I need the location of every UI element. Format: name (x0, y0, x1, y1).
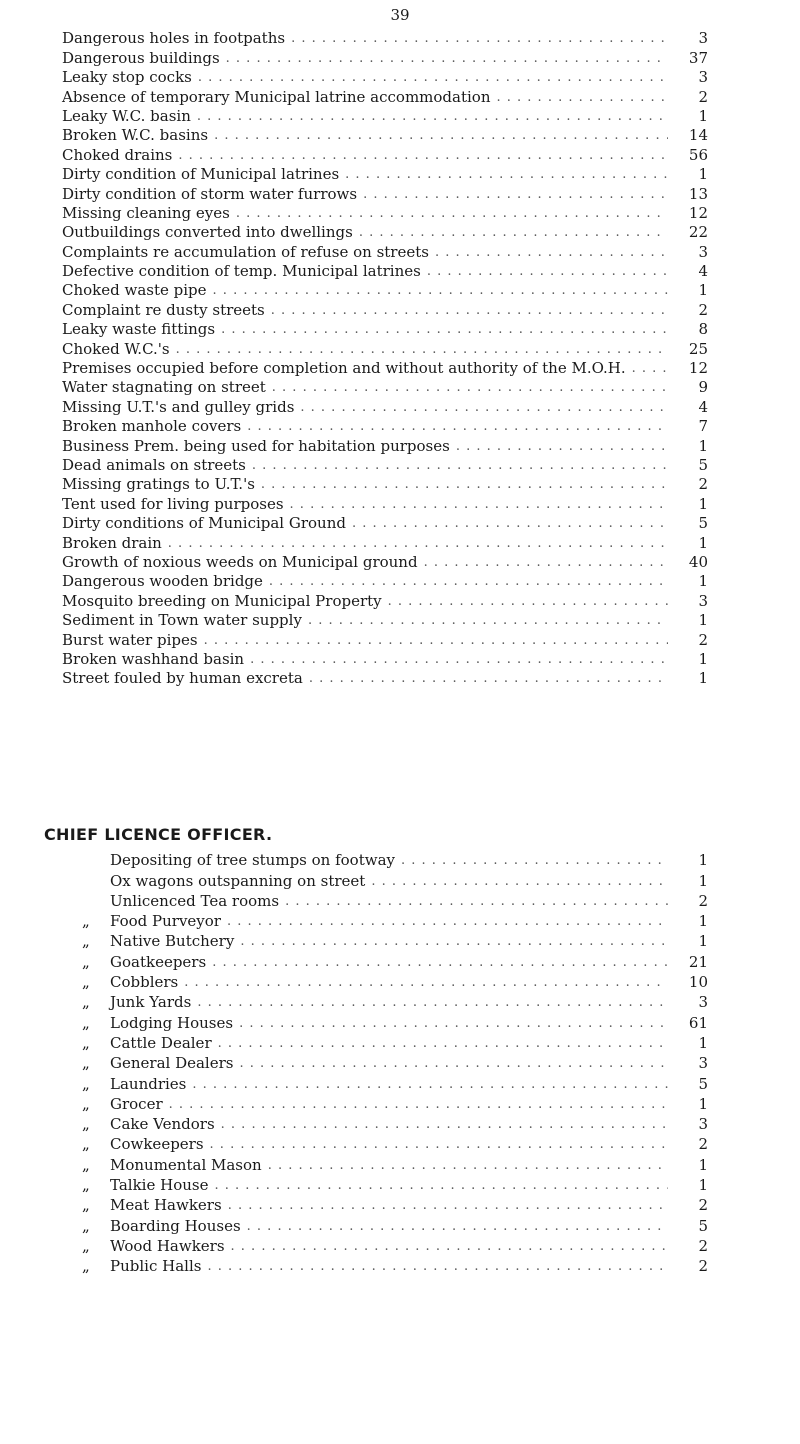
ditto-mark: „ (82, 1216, 90, 1235)
item-count: 1 (698, 912, 708, 931)
item-count: 9 (698, 378, 708, 397)
item-count: 2 (698, 1196, 708, 1215)
dot-leader (308, 612, 668, 629)
item-label: Dangerous wooden bridge (62, 572, 263, 591)
item-label-wrap (62, 954, 206, 971)
item-label-wrap (62, 515, 346, 532)
dot-leader (427, 263, 668, 280)
ditto-mark: „ (82, 952, 90, 971)
item-label-wrap (62, 670, 303, 687)
dot-leader (168, 535, 668, 552)
dot-leader (261, 476, 668, 493)
item-label: Missing cleaning eyes (62, 203, 230, 222)
item-label-wrap (62, 1096, 163, 1113)
ditto-mark: „ (82, 1094, 90, 1113)
item-label: Talkie House (110, 1176, 209, 1195)
item-label: Broken manhole covers (62, 417, 242, 436)
item-count: 61 (688, 1013, 708, 1032)
list-item (0, 1052, 800, 1072)
item-label-wrap (62, 69, 192, 86)
list-item (0, 629, 800, 648)
item-count: 2 (698, 475, 708, 494)
list-item (0, 1174, 800, 1194)
list-item (0, 1194, 800, 1214)
list-item (0, 261, 800, 280)
item-label-wrap (62, 379, 266, 396)
dot-leader (388, 593, 668, 610)
item-label: Water stagnating on street (62, 378, 266, 397)
item-label-wrap (62, 108, 191, 125)
list-item (0, 358, 800, 377)
ditto-mark: „ (82, 973, 90, 992)
dot-leader (272, 379, 668, 396)
item-count: 1 (698, 932, 708, 951)
item-label: Absence of temporary Municipal latrine accommodation (62, 87, 491, 106)
item-label: Broken washhand basin (62, 649, 245, 668)
item-label: Street fouled by human excreta (62, 669, 303, 688)
ditto-mark: „ (82, 1115, 90, 1134)
item-count: 25 (688, 339, 708, 358)
item-label-wrap (62, 612, 302, 629)
list-item (0, 319, 800, 338)
item-label: Leaky stop cocks (62, 68, 192, 87)
item-label: Grocer (110, 1094, 163, 1113)
list-item (0, 869, 800, 889)
item-label: Depositing of tree stumps on footway (110, 851, 395, 870)
item-label-wrap (62, 994, 191, 1011)
ditto-mark: „ (82, 912, 90, 931)
item-label-wrap (62, 974, 178, 991)
item-label: Defective condition of temp. Municipal latrines (62, 262, 421, 281)
page-number: 39 (390, 6, 410, 24)
list-item (0, 299, 800, 318)
section-heading: CHIEF LICENCE OFFICER. (44, 825, 273, 844)
list-item (0, 222, 800, 241)
item-count: 5 (698, 455, 708, 474)
list-item (0, 1032, 800, 1052)
item-label: Lodging Houses (110, 1013, 234, 1032)
dot-leader (456, 438, 668, 455)
item-label: Cake Vendors (110, 1115, 215, 1134)
list-item (0, 552, 800, 571)
list-item (0, 991, 800, 1011)
dot-leader (226, 50, 668, 67)
item-label: Choked waste pipe (62, 281, 207, 300)
dot-leader (497, 89, 669, 106)
item-count: 1 (698, 649, 708, 668)
dot-leader (218, 1035, 668, 1052)
list-item (0, 474, 800, 493)
item-label: Outbuildings converted into dwellings (62, 223, 353, 242)
dot-leader (198, 69, 668, 86)
ditto-mark: „ (82, 1196, 90, 1215)
item-label-wrap (62, 1136, 204, 1153)
item-label: Cowkeepers (110, 1135, 204, 1154)
item-label: Sediment in Town water supply (62, 611, 302, 630)
item-count: 37 (688, 48, 708, 67)
item-label-wrap (62, 913, 221, 930)
item-label-wrap (62, 1076, 186, 1093)
item-label: Dirty condition of storm water furrows (62, 184, 358, 203)
list-item (0, 849, 800, 869)
dot-leader (309, 670, 668, 687)
item-label-wrap (62, 1015, 233, 1032)
item-count: 1 (698, 669, 708, 688)
dot-leader (269, 573, 668, 590)
item-count: 1 (698, 1033, 708, 1052)
item-count: 4 (698, 397, 708, 416)
item-count: 1 (698, 533, 708, 552)
item-label-wrap (62, 496, 284, 513)
dot-leader (359, 224, 668, 241)
dot-leader (239, 1055, 668, 1072)
item-count: 2 (698, 891, 708, 910)
dot-leader (210, 1136, 668, 1153)
item-label: Wood Hawkers (110, 1236, 225, 1255)
item-count: 3 (698, 29, 708, 48)
item-label: General Dealers (110, 1054, 234, 1073)
item-label-wrap (62, 873, 365, 890)
dot-leader (213, 282, 668, 299)
item-label: Broken W.C. basins (62, 126, 209, 145)
item-count: 40 (688, 552, 708, 571)
item-count: 5 (698, 514, 708, 533)
dot-leader (345, 166, 668, 183)
list-item (0, 950, 800, 970)
item-count: 5 (698, 1216, 708, 1235)
item-count: 3 (698, 591, 708, 610)
list-item (0, 1235, 800, 1255)
dot-leader (300, 399, 668, 416)
item-label-wrap (62, 632, 198, 649)
dot-leader (371, 873, 668, 890)
dot-leader (271, 302, 668, 319)
dot-leader (176, 341, 668, 358)
item-label-wrap (62, 1157, 262, 1174)
item-label-wrap (62, 1055, 233, 1072)
dot-leader (236, 205, 668, 222)
item-label: Leaky W.C. basin (62, 106, 191, 125)
dot-leader (247, 1218, 668, 1235)
item-count: 1 (698, 494, 708, 513)
ditto-mark: „ (82, 1054, 90, 1073)
item-label-wrap (62, 321, 215, 338)
list-item (0, 377, 800, 396)
dot-leader (290, 496, 668, 513)
item-label-wrap (62, 302, 265, 319)
list-item (0, 241, 800, 260)
ditto-mark: „ (82, 1074, 90, 1093)
list-item (0, 125, 800, 144)
list-item (0, 338, 800, 357)
list-item (0, 890, 800, 910)
list-item (0, 203, 800, 222)
item-count: 3 (698, 242, 708, 261)
item-label-wrap (62, 1116, 215, 1133)
item-label: Growth of noxious weeds on Municipal ground (62, 552, 418, 571)
list-item (0, 910, 800, 930)
item-label: Broken drain (62, 533, 162, 552)
item-label: Burst water pipes (62, 630, 198, 649)
list-item (0, 280, 800, 299)
item-label: Monumental Mason (110, 1155, 262, 1174)
item-label: Dangerous holes in footpaths (62, 29, 286, 48)
item-label-wrap (62, 651, 244, 668)
list-item (0, 930, 800, 950)
dot-leader (252, 457, 668, 474)
item-label-wrap (62, 186, 357, 203)
dot-leader (178, 147, 668, 164)
item-count: 8 (698, 320, 708, 339)
dot-leader (401, 852, 668, 869)
item-count: 14 (688, 126, 708, 145)
ditto-mark: „ (82, 1013, 90, 1032)
item-count: 1 (698, 1176, 708, 1195)
item-label-wrap (62, 360, 626, 377)
item-label-wrap (62, 224, 353, 241)
item-label-wrap (62, 205, 230, 222)
item-count: 1 (698, 871, 708, 890)
dot-leader (285, 893, 668, 910)
ditto-mark: „ (82, 1176, 90, 1195)
item-label-wrap (62, 1197, 222, 1214)
item-count: 3 (698, 1054, 708, 1073)
item-label-wrap (62, 593, 382, 610)
list-item (0, 668, 800, 687)
ditto-mark: „ (82, 1135, 90, 1154)
list-item (0, 435, 800, 454)
item-count: 21 (688, 952, 708, 971)
item-label-wrap (62, 30, 285, 47)
item-label: Tent used for living purposes (62, 494, 284, 513)
list-item (0, 590, 800, 609)
list-item (0, 28, 800, 47)
item-count: 1 (698, 436, 708, 455)
item-label: Laundries (110, 1074, 187, 1093)
item-label-wrap (62, 535, 162, 552)
list-item (0, 513, 800, 532)
item-label: Food Purveyor (110, 912, 221, 931)
item-label: Goatkeepers (110, 952, 207, 971)
item-count: 12 (688, 203, 708, 222)
item-count: 7 (698, 417, 708, 436)
list-item (0, 416, 800, 435)
item-count: 3 (698, 993, 708, 1012)
list-item (0, 532, 800, 551)
item-label: Boarding Houses (110, 1216, 241, 1235)
dot-leader (207, 1258, 668, 1275)
item-label-wrap (62, 244, 429, 261)
dot-leader (221, 321, 668, 338)
item-count: 1 (698, 572, 708, 591)
item-label: Unlicenced Tea rooms (110, 891, 280, 910)
list-item (0, 649, 800, 668)
licence-complaints-list (0, 849, 800, 1275)
dot-leader (231, 1238, 668, 1255)
item-count: 1 (698, 1094, 708, 1113)
dot-leader (169, 1096, 668, 1113)
item-count: 2 (698, 1236, 708, 1255)
dot-leader (435, 244, 668, 261)
item-label-wrap (62, 457, 246, 474)
list-item (0, 493, 800, 512)
list-item (0, 183, 800, 202)
item-count: 1 (698, 611, 708, 630)
item-label: Dangerous buildings (62, 48, 220, 67)
item-label-wrap (62, 554, 418, 571)
list-item (0, 1093, 800, 1113)
item-count: 1 (698, 165, 708, 184)
list-item (0, 1214, 800, 1234)
item-count: 56 (688, 145, 708, 164)
list-item (0, 1153, 800, 1173)
item-label-wrap (62, 893, 279, 910)
item-label: Ox wagons outspanning on street (110, 871, 366, 890)
dot-leader (227, 913, 668, 930)
list-item (0, 1113, 800, 1133)
item-label-wrap (62, 1238, 225, 1255)
complaints-list (0, 28, 800, 687)
item-count: 2 (698, 300, 708, 319)
dot-leader (212, 954, 668, 971)
dot-leader (228, 1197, 668, 1214)
item-count: 3 (698, 68, 708, 87)
item-label: Choked drains (62, 145, 173, 164)
ditto-mark: „ (82, 993, 90, 1012)
item-label-wrap (62, 147, 172, 164)
item-label: Mosquito breeding on Municipal Property (62, 591, 382, 610)
item-label: Complaint re dusty streets (62, 300, 265, 319)
item-count: 2 (698, 1257, 708, 1276)
list-item (0, 106, 800, 125)
item-label: Complaints re accumulation of refuse on streets (62, 242, 429, 261)
item-label-wrap (62, 1177, 208, 1194)
dot-leader (192, 1076, 668, 1093)
item-count: 1 (698, 106, 708, 125)
item-label: Business Prem. being used for habitation purposes (62, 436, 450, 455)
dot-leader (197, 994, 668, 1011)
dot-leader (291, 30, 668, 47)
list-item (0, 67, 800, 86)
dot-leader (204, 632, 668, 649)
item-count: 3 (698, 1115, 708, 1134)
list-item (0, 47, 800, 66)
dot-leader (352, 515, 668, 532)
item-label-wrap (62, 89, 491, 106)
item-label: Missing U.T.'s and gulley grids (62, 397, 295, 416)
dot-leader (221, 1116, 668, 1133)
list-item (0, 144, 800, 163)
item-label-wrap (62, 166, 339, 183)
dot-leader (632, 360, 668, 377)
dot-leader (214, 127, 668, 144)
item-label: Premises occupied before completion and without authority of the M.O.H. (62, 359, 626, 378)
item-count: 2 (698, 87, 708, 106)
item-label-wrap (62, 476, 255, 493)
dot-leader (250, 651, 668, 668)
item-label-wrap (62, 341, 170, 358)
item-label: Dead animals on streets (62, 455, 246, 474)
list-item (0, 571, 800, 590)
item-label: Dirty condition of Municipal latrines (62, 165, 340, 184)
item-count: 10 (688, 973, 708, 992)
dot-leader (240, 933, 668, 950)
item-count: 5 (698, 1074, 708, 1093)
dot-leader (184, 974, 668, 991)
item-label: Dirty conditions of Municipal Ground (62, 514, 346, 533)
item-label-wrap (62, 263, 421, 280)
ditto-mark: „ (82, 1236, 90, 1255)
list-item (0, 86, 800, 105)
item-count: 22 (688, 223, 708, 242)
item-label-wrap (62, 933, 234, 950)
item-label: Native Butchery (110, 932, 235, 951)
dot-leader (214, 1177, 668, 1194)
ditto-mark: „ (82, 1155, 90, 1174)
dot-leader (197, 108, 668, 125)
item-count: 2 (698, 1135, 708, 1154)
dot-leader (424, 554, 668, 571)
item-label-wrap (62, 127, 208, 144)
list-item (0, 1255, 800, 1275)
item-label: Cattle Dealer (110, 1033, 212, 1052)
item-label-wrap (62, 418, 241, 435)
item-label: Missing gratings to U.T.'s (62, 475, 255, 494)
dot-leader (268, 1157, 668, 1174)
item-label-wrap (62, 438, 450, 455)
dot-leader (247, 418, 668, 435)
item-label: Cobblers (110, 973, 179, 992)
item-count: 1 (698, 1155, 708, 1174)
item-label-wrap (62, 50, 220, 67)
item-count: 4 (698, 262, 708, 281)
item-count: 13 (688, 184, 708, 203)
list-item (0, 1072, 800, 1092)
list-item (0, 971, 800, 991)
item-label-wrap (62, 282, 207, 299)
dot-leader (239, 1015, 668, 1032)
list-item (0, 610, 800, 629)
item-label: Meat Hawkers (110, 1196, 222, 1215)
item-label-wrap (62, 1258, 201, 1275)
item-label: Choked W.C.'s (62, 339, 170, 358)
list-item (0, 455, 800, 474)
item-label: Public Halls (110, 1257, 202, 1276)
item-label-wrap (62, 399, 294, 416)
item-label-wrap (62, 573, 263, 590)
ditto-mark: „ (82, 1257, 90, 1276)
ditto-mark: „ (82, 932, 90, 951)
list-item (0, 164, 800, 183)
item-count: 1 (698, 851, 708, 870)
item-count: 1 (698, 281, 708, 300)
ditto-mark: „ (82, 1033, 90, 1052)
item-count: 2 (698, 630, 708, 649)
item-label-wrap (62, 1035, 212, 1052)
item-count: 12 (688, 359, 708, 378)
dot-leader (363, 186, 668, 203)
item-label: Junk Yards (110, 993, 192, 1012)
list-item (0, 1133, 800, 1153)
item-label-wrap (62, 1218, 241, 1235)
item-label: Leaky waste fittings (62, 320, 216, 339)
list-item (0, 1011, 800, 1031)
item-label-wrap (62, 852, 395, 869)
list-item (0, 396, 800, 415)
